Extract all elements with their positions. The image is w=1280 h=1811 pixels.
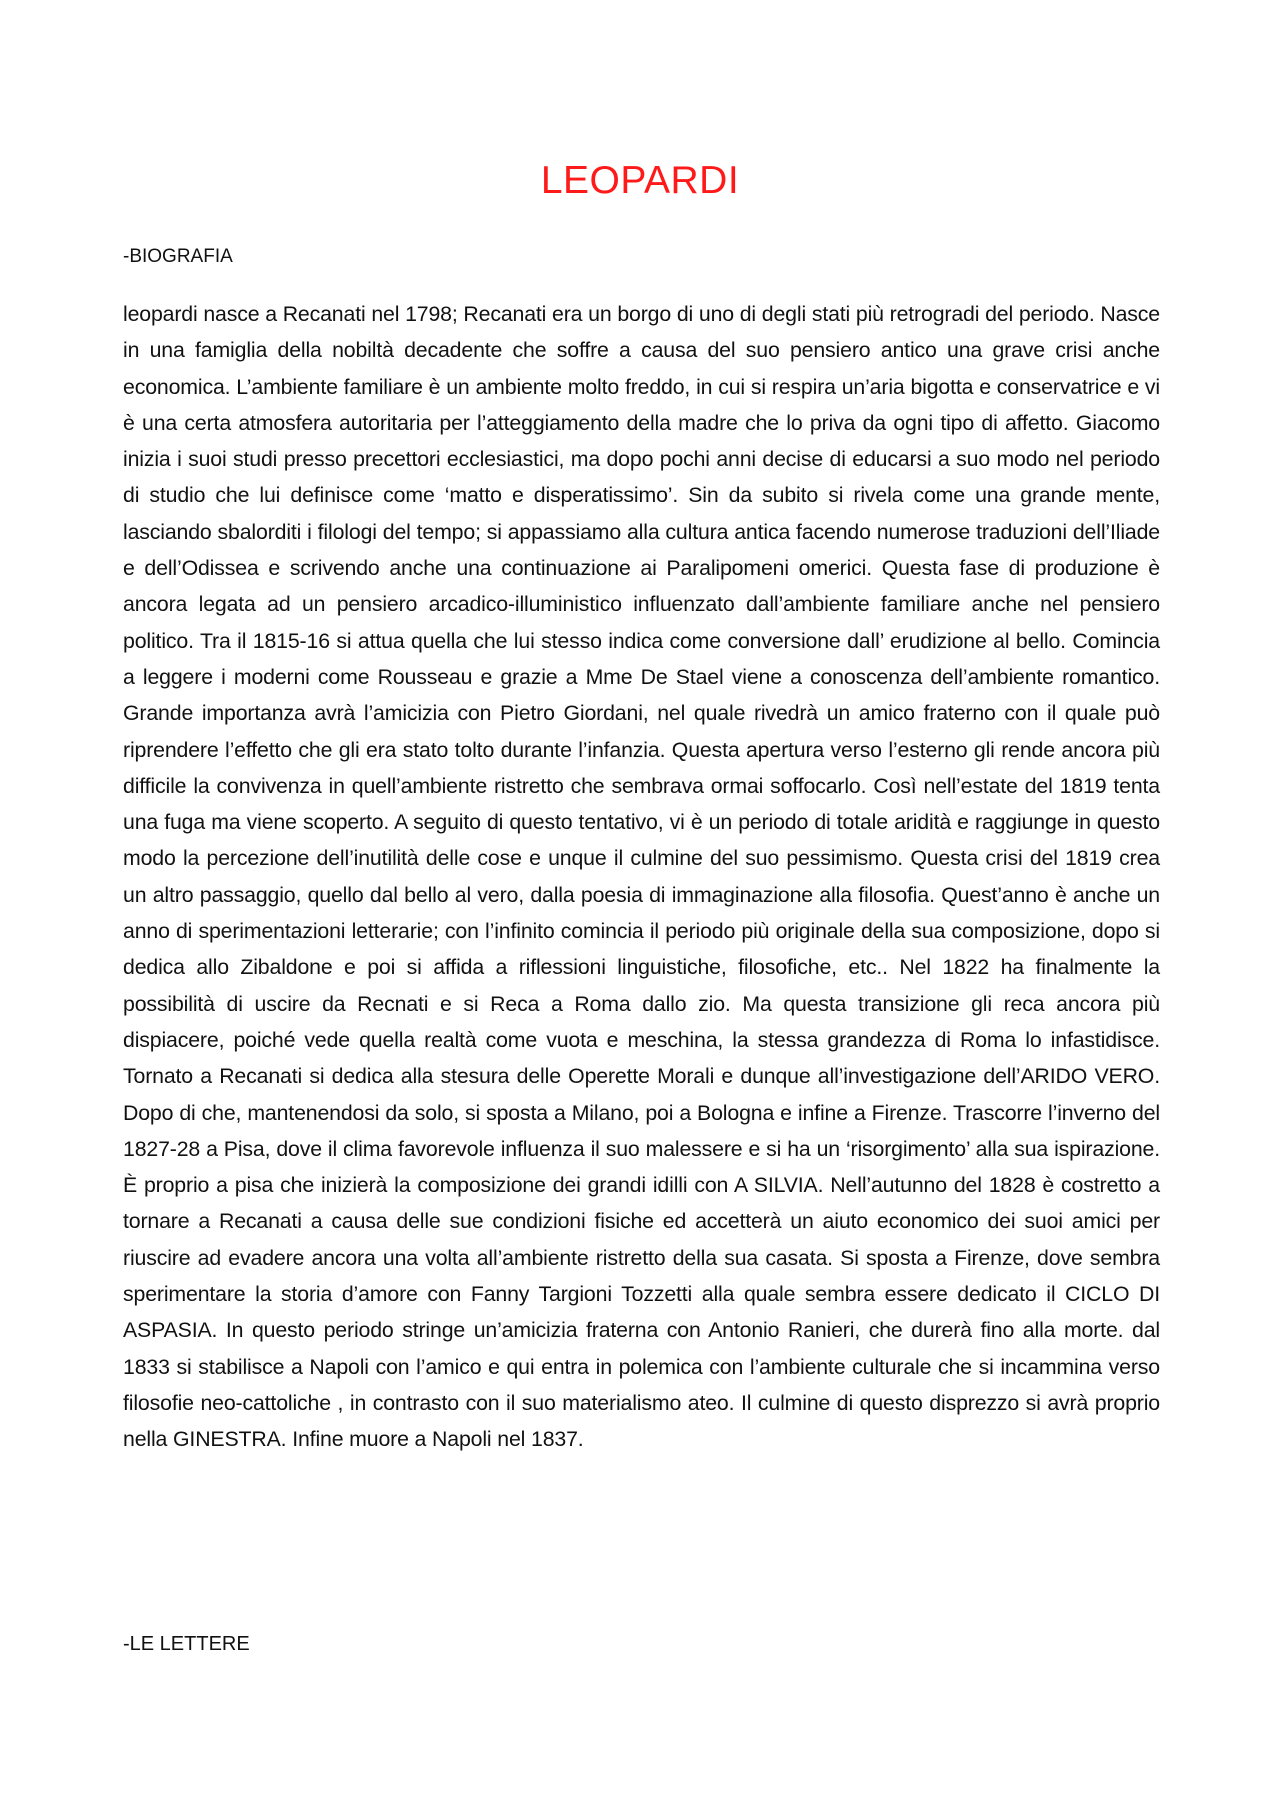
section-heading-lettere: -LE LETTERE (123, 1633, 250, 1655)
document-title: LEOPARDI (540, 159, 740, 202)
section-heading-biografia: -BIOGRAFIA (123, 246, 233, 267)
biography-paragraph: leopardi nasce a Recanati nel 1798; Recanati era un borgo di uno di degli stati più retrogradi del periodo. Nasce in una famiglia della nobiltà decadente che soffre a causa del suo pensiero antico una grave crisi anche economica. L’ambiente familiare è un ambiente molto freddo, in cui si respira un’aria bigotta e conservatrice e vi è una certa atmosfera autoritaria per l’atteggiamento della madre che lo priva da ogni tipo di affetto. Giacomo inizia i suoi studi presso precettori ecclesiastici, ma dopo pochi anni decise di educarsi a suo modo nel periodo di studio che lui definisce come ‘matto e disperatissimo’. Sin da subito si rivela come una grande mente, lasciando sbalorditi i filologi del tempo; si appassiamo alla cultura antica facendo numerose traduzioni dell’Iliade e dell’Odissea e scrivendo anche una continuazione ai Paralipomeni omerici. Questa fase di produzione è ancora legata ad un pensiero arcadico-illuministico influenzato dall’ambiente familiare anche nel pensiero politico. Tra il 1815-16 si attua quella che lui stesso indica come conversione dall’ erudizione al bello. Comincia a leggere i moderni come Rousseau e grazie a Mme De Stael viene a conoscenza dell’ambiente romantico. Grande importanza avrà l’amicizia con Pietro Giordani, nel quale rivedrà un amico fraterno con il quale può riprendere l’effetto che gli era stato tolto durante l’infanzia. Questa apertura verso l’esterno gli rende ancora più difficile la convivenza in quell’ambiente ristretto che sembrava ormai soffocarlo. Così nell’estate del 1819 tenta una fuga ma viene scoperto. A seguito di questo tentativo, vi è un periodo di totale aridità e raggiunge in questo modo la percezione dell’inutilità delle cose e unque il culmine del suo pessimismo. Questa crisi del 1819 crea un altro passaggio, quello dal bello al vero, dalla poesia di immaginazione alla filosofia. Quest’anno è anche un anno di sperimentazioni letterarie; con l’infinito comincia il periodo più originale della sua composizione, dopo si dedica allo Zibaldone e poi si affida a riflessioni linguistiche, filosofiche, etc.. Nel 1822 ha finalmente la possibilità di uscire da Recnati e si Reca a Roma dallo zio. Ma questa transizione gli reca ancora più dispiacere, poiché vede quella realtà come vuota e meschina, la stessa grandezza di Roma lo infastidisce. Tornato a Recanati si dedica alla stesura delle Operette Morali e dunque all’investigazione dell’ARIDO VERO. Dopo di che, mantenendosi da solo, si sposta a Milano, poi a Bologna e infine a Firenze. Trascorre l’inverno del 1827-28 a Pisa, dove il clima favorevole influenza il suo malessere e si ha un ‘risorgimento’ alla sua ispirazione. È proprio a pisa che inizierà la composizione dei grandi idilli con A SILVIA. Nell’autunno del 1828 è costretto a tornare a Recanati a causa delle sue condizioni fisiche ed accetterà un aiuto economico dei suoi amici per riuscire ad evadere ancora una volta all’ambiente ristretto della sua casata. Si sposta a Firenze, dove sembra sperimentare la storia d’amore con Fanny Targioni Tozzetti alla quale sembra essere dedicato il CICLO DI ASPASIA. In questo periodo stringe un’amicizia fraterna con Antonio Ranieri, che durerà fino alla morte. dal 1833 si stabilisce a Napoli con l’amico e qui entra in polemica con l’ambiente culturale che si incammina verso filosofie neo-cattoliche , in contrasto con il suo materialismo ateo. Il culmine di questo disprezzo si avrà proprio nella GINESTRA. Infine muore a Napoli nel 1837. (123, 302, 1160, 1452)
